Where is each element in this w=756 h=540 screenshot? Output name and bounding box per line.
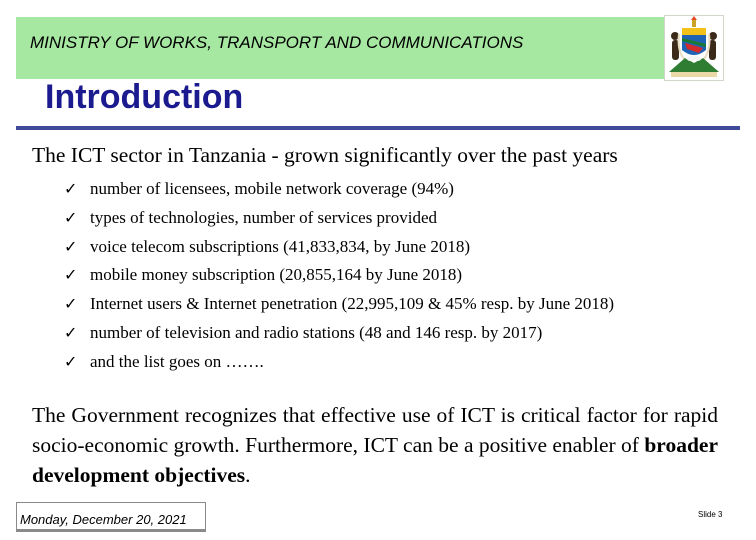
list-item — [64, 348, 614, 377]
bullet-text: voice telecom subscriptions (41,833,834, by June 2018) — [90, 236, 471, 256]
checkmark-icon: ✓ — [64, 207, 78, 227]
paragraph-emphasis: broader development objectives — [32, 433, 718, 487]
bullet-text: and the list goes on ……. — [90, 351, 264, 371]
lead-statement: The ICT sector in Tanzania - grown significantly over the past years — [32, 143, 618, 167]
list-item — [64, 261, 614, 290]
bullet-text: Internet users & Internet penetration (22,995,109 & 45% resp. by June 2018) — [90, 294, 615, 314]
checkmark-icon: ✓ — [64, 322, 78, 342]
bullet-text: number of television and radio stations (48 and 146 resp. by 2017) — [90, 322, 543, 342]
checkmark-icon: ✓ — [64, 179, 78, 198]
coat-of-arms-icon — [664, 15, 724, 81]
paragraph-end: . — [245, 463, 251, 487]
title-divider — [16, 126, 740, 130]
checkmark-icon: ✓ — [64, 351, 78, 371]
bullet-text: types of technologies, number of services provided — [90, 207, 437, 227]
ministry-name: MINISTRY OF WORKS, TRANSPORT AND COMMUNICATIONS — [30, 33, 524, 52]
bullet-text: mobile money subscription (20,855,164 by June 2018) — [90, 265, 463, 285]
checkmark-icon: ✓ — [64, 294, 78, 314]
list-item — [64, 233, 614, 262]
bullet-list — [64, 175, 614, 377]
paragraph-text: The Government recognizes that effective use of ICT is critical factor for rapid socio-economic growth. Furthermore, ICT can be a positive enabler of — [32, 403, 718, 457]
bullet-text: number of licensees, mobile network coverage (94%) — [90, 179, 454, 198]
list-item — [64, 204, 614, 233]
slide-title: Introduction — [45, 78, 244, 116]
slide-number: Slide 3 — [698, 510, 723, 519]
checkmark-icon: ✓ — [64, 236, 78, 256]
footer-date: Monday, December 20, 2021 — [20, 512, 187, 527]
list-item — [64, 290, 614, 319]
list-item — [64, 175, 614, 204]
list-item — [64, 319, 614, 348]
checkmark-icon: ✓ — [64, 265, 78, 285]
closing-paragraph — [32, 400, 718, 490]
